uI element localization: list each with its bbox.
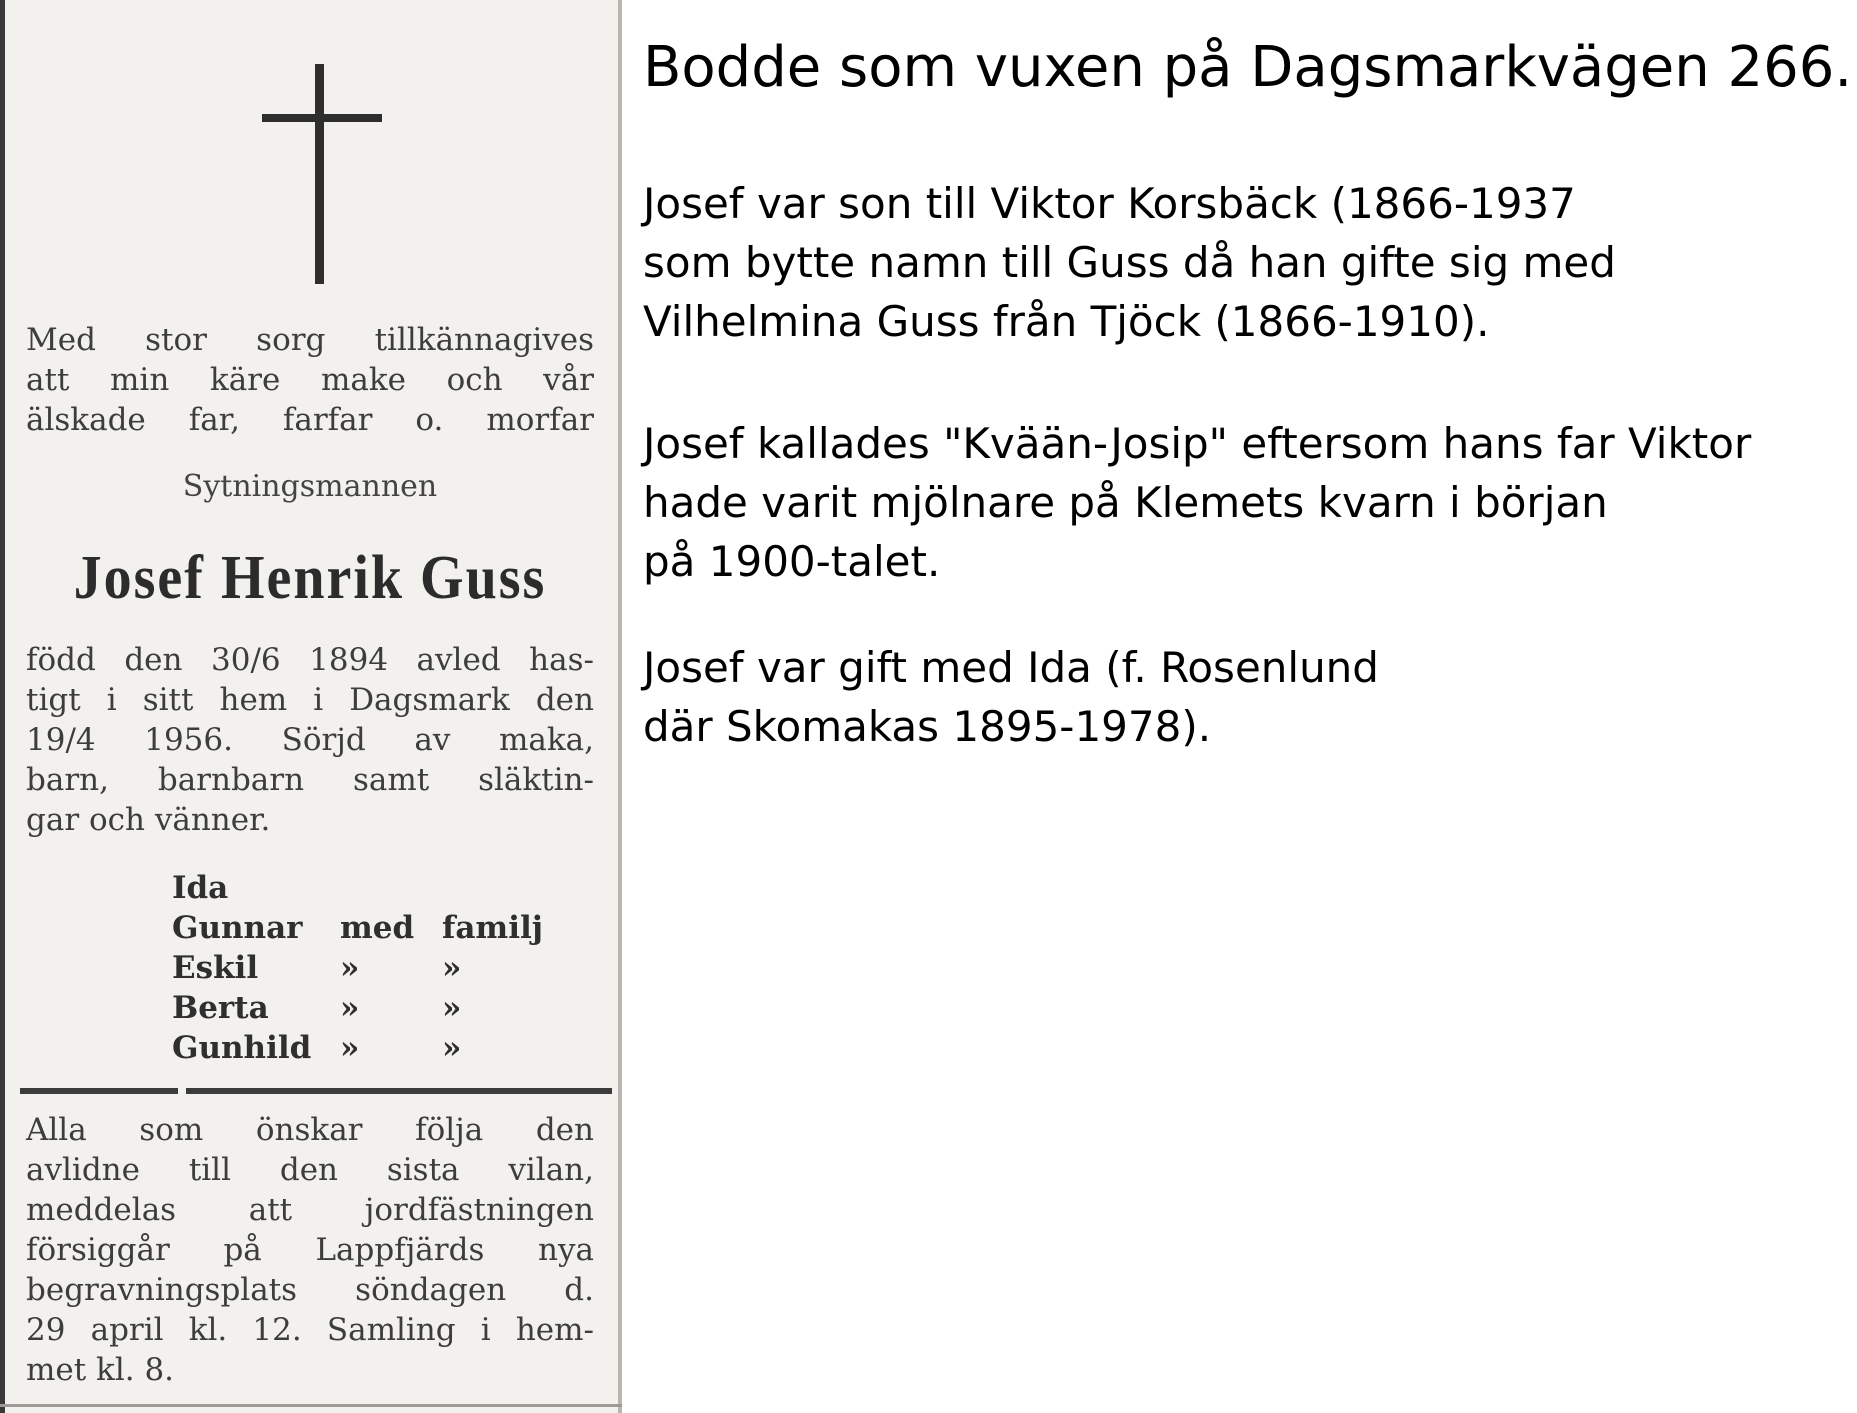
paragraph-line: på 1900-talet.: [643, 537, 941, 586]
funeral-line: 29 april kl. 12. Samling i hem-: [26, 1312, 594, 1348]
signer-col1: »: [340, 950, 360, 986]
signer-name: Eskil: [172, 950, 259, 986]
body-line: född den 30/6 1894 avled has-: [26, 642, 594, 678]
address-heading: Bodde som vuxen på Dagsmarkvägen 266.: [643, 35, 1853, 100]
body-line: 19/4 1956. Sörjd av maka,: [26, 722, 594, 758]
signer-name: Berta: [172, 990, 269, 1026]
body-line: gar och vänner.: [26, 802, 271, 838]
intro-line: Med stor sorg tillkännagives: [26, 322, 594, 358]
signer-col2: »: [442, 1030, 462, 1066]
signer-row: [172, 908, 592, 948]
paragraph-line: som bytte namn till Guss då han gifte sig med: [643, 238, 1616, 287]
obituary-body: [26, 640, 594, 840]
occupation-title: Sytningsmannen: [182, 469, 438, 504]
obituary-clipping: [0, 0, 622, 1413]
deceased-name: Josef Henrik Guss: [73, 543, 547, 613]
obituary-intro: [26, 320, 594, 440]
signer-col2: familj: [442, 910, 543, 946]
paragraph-line: Josef var son till Viktor Korsbäck (1866-1937: [643, 179, 1576, 228]
funeral-line: avlidne till den sista vilan,: [26, 1152, 594, 1188]
cross-icon: [262, 64, 382, 284]
funeral-line: met kl. 8.: [26, 1352, 175, 1388]
clipping-edge-bottom: [0, 1404, 622, 1407]
nickname-paragraph: [643, 414, 1751, 591]
body-line: barn, barnbarn samt släktin-: [26, 762, 594, 798]
parentage-paragraph: [643, 174, 1616, 351]
signer-row: [172, 948, 592, 988]
paragraph-line: där Skomakas 1895-1978).: [643, 702, 1212, 751]
funeral-line: Alla som önskar följa den: [26, 1112, 594, 1148]
divider-gap: [178, 1087, 186, 1095]
funeral-line: meddelas att jordfästningen: [26, 1192, 594, 1228]
funeral-line: begravningsplats söndagen d.: [26, 1272, 594, 1308]
divider-rule: [20, 1088, 612, 1094]
signer-col1: »: [340, 990, 360, 1026]
signer-name: Ida: [172, 870, 229, 906]
clipping-edge: [0, 0, 5, 1413]
signer-col2: »: [442, 990, 462, 1026]
funeral-line: försiggår på Lappfjärds nya: [26, 1232, 594, 1268]
paragraph-line: Josef kallades "Kvään-Josip" eftersom hans far Viktor: [643, 419, 1752, 468]
intro-line: att min käre make och vår: [26, 362, 594, 398]
intro-line: älskade far, farfar o. morfar: [26, 402, 594, 438]
signer-row: [172, 988, 592, 1028]
signer-name: Gunnar: [172, 910, 303, 946]
paragraph-line: Vilhelmina Guss från Tjöck (1866-1910).: [643, 297, 1490, 346]
body-line: tigt i sitt hem i Dagsmark den: [26, 682, 594, 718]
signer-row: [172, 1028, 592, 1068]
signer-name: Gunhild: [172, 1030, 312, 1066]
signers-list: [172, 868, 592, 1068]
paragraph-line: Josef var gift med Ida (f. Rosenlund: [643, 643, 1379, 692]
signer-col1: med: [340, 910, 415, 946]
signer-row: [172, 868, 592, 908]
paragraph-line: hade varit mjölnare på Klemets kvarn i början: [643, 478, 1608, 527]
marriage-paragraph: [643, 638, 1379, 756]
signer-col2: »: [442, 950, 462, 986]
signer-col1: »: [340, 1030, 360, 1066]
funeral-notice: [26, 1110, 594, 1390]
